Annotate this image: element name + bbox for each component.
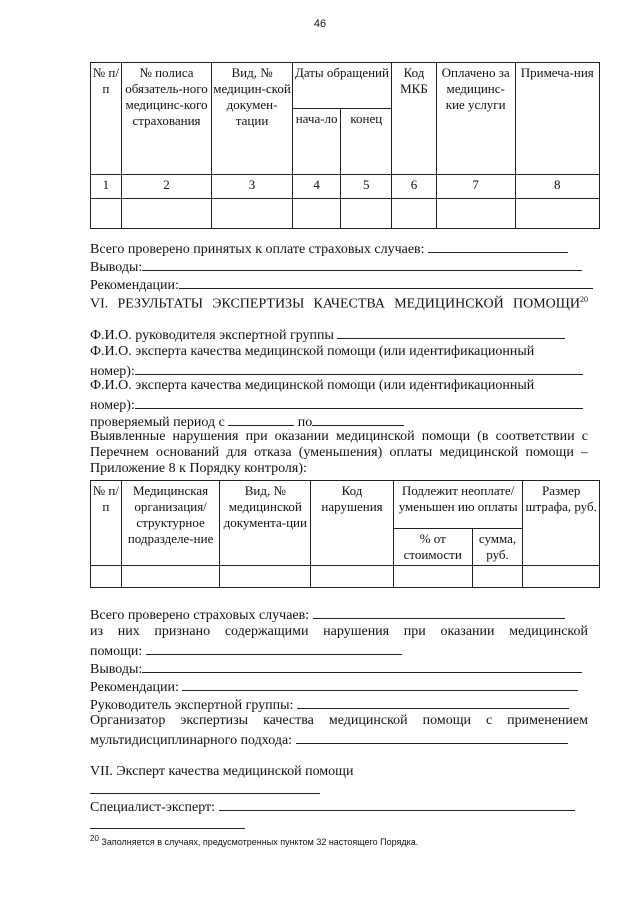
- index-cell: 3: [212, 175, 293, 199]
- index-cell: 1: [91, 175, 122, 199]
- organizer-label: Организатор экспертизы качества медицинской помощи с применением: [90, 713, 588, 728]
- group-head-field[interactable]: [297, 696, 569, 709]
- col-fine: Размер штрафа, руб.: [523, 481, 600, 566]
- total-checked-label: Всего проверено принятых к оплате страховых случаев:: [90, 242, 425, 257]
- recommendations-field[interactable]: [179, 276, 593, 289]
- total-field[interactable]: [313, 606, 565, 619]
- recommendations2-field[interactable]: [182, 678, 578, 691]
- footnote-ref: 20: [580, 295, 588, 304]
- head-name-label: Ф.И.О. руководителя экспертной группы: [90, 328, 334, 343]
- col-dates: Даты обращений: [292, 63, 391, 109]
- col-org: Медицинская организация/ структурное подразделе-ние: [121, 481, 220, 566]
- head-name-field[interactable]: [337, 326, 565, 339]
- empty-row: [91, 566, 600, 588]
- col-paid: Оплачено за медицинс-кие услуги: [436, 63, 515, 175]
- cases-table: [90, 62, 600, 229]
- col-subject: Подлежит неоплате/уменьшен ию оплаты: [393, 481, 523, 529]
- found-label-b: помощи:: [90, 644, 143, 659]
- signature-line[interactable]: [90, 793, 320, 794]
- col-doc: Вид, № медицинской документа-ции: [220, 481, 311, 566]
- expert2-label-b: номер):: [90, 398, 135, 413]
- total-checked-field[interactable]: [428, 240, 568, 253]
- total-label: Всего проверено страховых случаев:: [90, 608, 310, 623]
- specialist-field[interactable]: [219, 798, 575, 811]
- period-to-field[interactable]: [312, 413, 404, 426]
- conclusions2-label: Выводы:: [90, 662, 143, 677]
- col-code: Код нарушения: [311, 481, 394, 566]
- page-number: 46: [313, 18, 327, 30]
- index-cell: 6: [392, 175, 437, 199]
- col-notes: Примеча-ния: [515, 63, 600, 175]
- index-cell: 5: [341, 175, 392, 199]
- conclusions2-field[interactable]: [142, 660, 582, 673]
- footnote-divider: [90, 828, 245, 829]
- col-doc: Вид, № медицин-ской докумен-тации: [212, 63, 293, 175]
- violations-paragraph: Выявленные нарушения при оказании медицинской помощи (в соответствии с Перечнем оснований для отказа (уменьшения) оплаты медицинской помощи – Приложение 8 к Порядку контроля):: [90, 429, 588, 476]
- expert1-label-b: номер):: [90, 364, 135, 379]
- col-percent: % от стоимости: [393, 529, 472, 566]
- footnote-text: Заполняется в случаях, предусмотренных пунктом 32 настоящего Порядка.: [101, 837, 419, 847]
- col-sum: сумма, руб.: [472, 529, 523, 566]
- index-cell: 8: [515, 175, 600, 199]
- recommendations-label: Рекомендации:: [90, 278, 179, 293]
- period-from-field[interactable]: [228, 413, 294, 426]
- recommendations2-label: Рекомендации:: [90, 680, 179, 695]
- period-from-label: проверяемый период с: [90, 415, 225, 430]
- footnote: [90, 834, 418, 847]
- expert2-field[interactable]: [135, 396, 583, 409]
- index-cell: 7: [436, 175, 515, 199]
- violations-table: [90, 480, 600, 588]
- section7-heading: VII. Эксперт качества медицинской помощи: [90, 764, 354, 779]
- found-label: из них признано содержащими нарушения при оказании медицинской: [90, 624, 588, 639]
- conclusions-label: Выводы:: [90, 260, 143, 275]
- section6-heading: VI. РЕЗУЛЬТАТЫ ЭКСПЕРТИЗЫ КАЧЕСТВА МЕДИЦИНСКОЙ ПОМОЩИ$^{20}$: [90, 295, 588, 312]
- found-field[interactable]: [146, 642, 402, 655]
- col-num: № п/п: [91, 63, 122, 175]
- col-mkb: Код МКБ: [392, 63, 437, 175]
- organizer-field[interactable]: [296, 731, 568, 744]
- expert1-label: Ф.И.О. эксперта качества медицинской помощи (или идентификационный: [90, 344, 535, 359]
- col-num: № п/п: [91, 481, 122, 566]
- col-end: конец: [341, 109, 392, 175]
- index-cell: 4: [292, 175, 341, 199]
- col-policy: № полиса обязатель-ного медицинс-кого страхования: [121, 63, 212, 175]
- index-cell: 2: [121, 175, 212, 199]
- col-start: нача-ло: [292, 109, 341, 175]
- conclusions-field[interactable]: [142, 258, 582, 271]
- organizer-label-b: мультидисциплинарного подхода:: [90, 733, 293, 748]
- group-head-label: Руководитель экспертной группы:: [90, 698, 294, 713]
- expert2-label: Ф.И.О. эксперта качества медицинской помощи (или идентификационный: [90, 378, 535, 393]
- specialist-label: Специалист-эксперт:: [90, 800, 216, 815]
- footnote-number: 20: [90, 834, 99, 843]
- expert1-field[interactable]: [135, 362, 583, 375]
- period-to-label: по: [297, 415, 313, 430]
- empty-row: [91, 199, 600, 229]
